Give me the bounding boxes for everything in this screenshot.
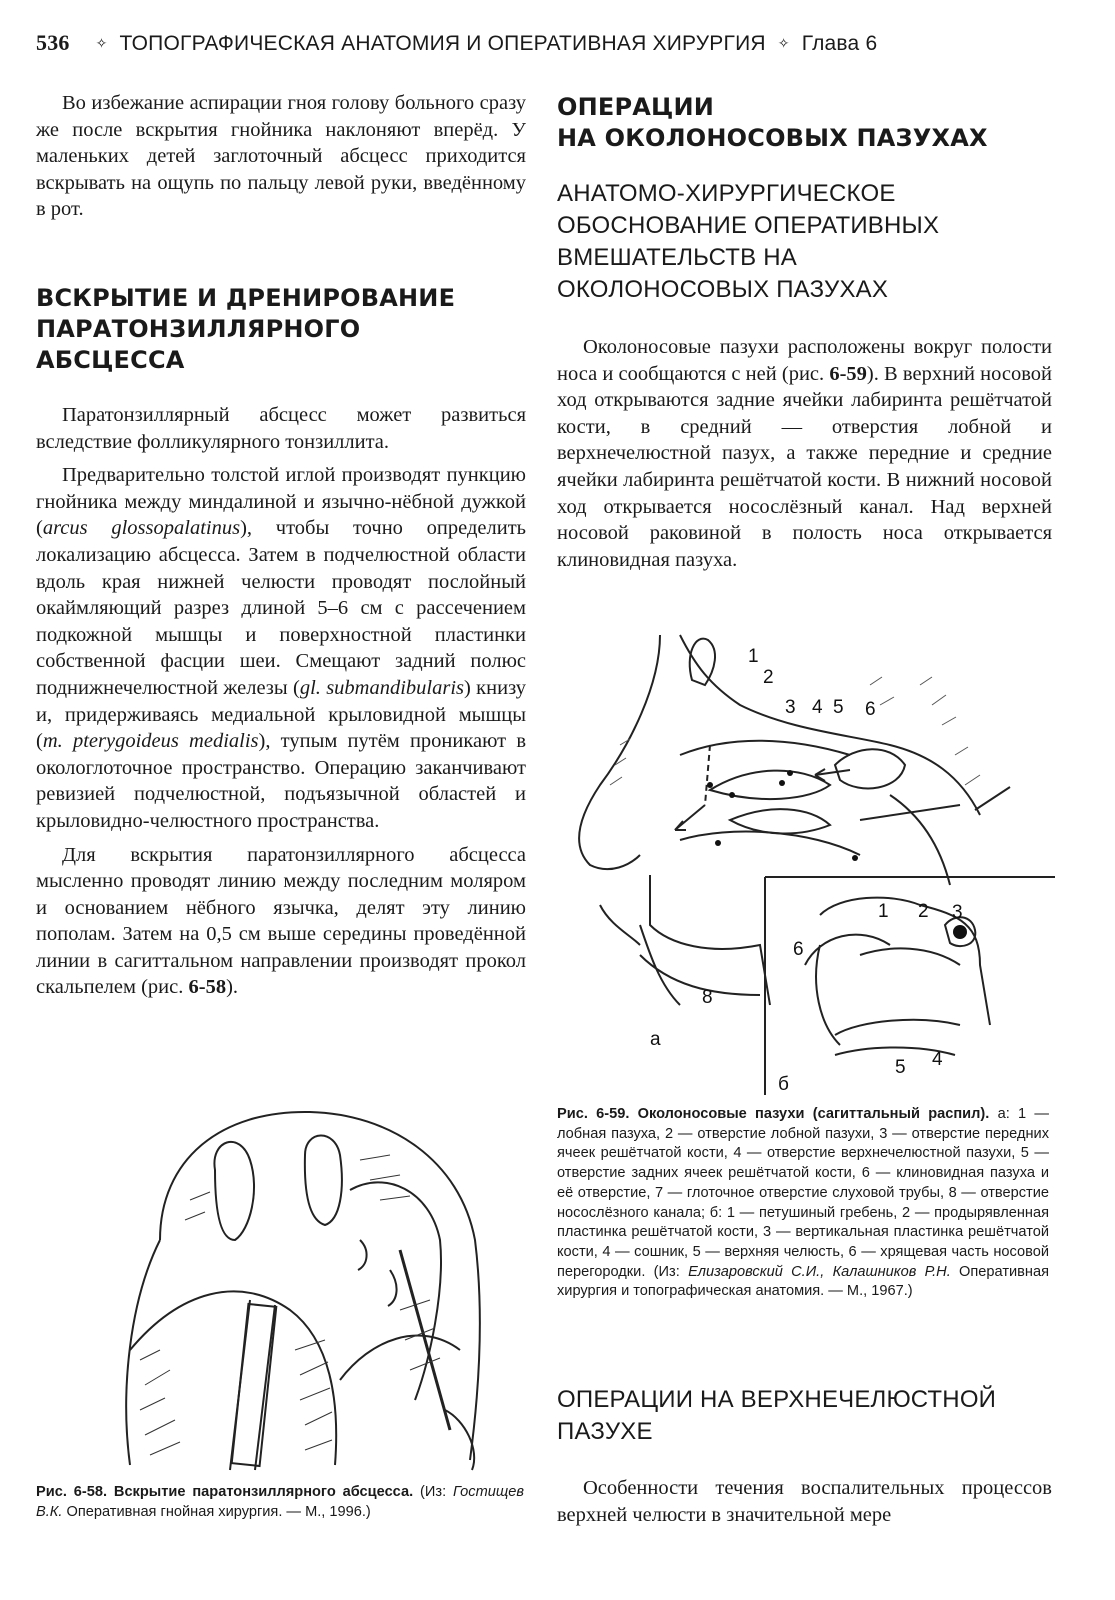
label-b-1: 1 [878, 901, 889, 922]
final-paragraph: Особенности течения воспалительных процессов верхней челюсти в значительной мере [557, 1477, 1052, 1526]
label-a-3: 3 [785, 697, 796, 718]
label-b-5: 5 [895, 1057, 906, 1078]
sub-heading: АНАТОМО-ХИРУРГИЧЕСКОЕ ОБОСНОВАНИЕ ОПЕРАТИВНЫХ ВМЕШАТЕЛЬСТВ НА ОКОЛОНОСОВЫХ ПАЗУХАХ [557, 180, 940, 303]
label-b-4: 4 [932, 1049, 943, 1070]
sinus-section-drawing [560, 625, 1060, 1095]
book-title: ТОПОГРАФИЧЕСКАЯ АНАТОМИЯ И ОПЕРАТИВНАЯ ХИРУРГИЯ [119, 32, 766, 55]
label-a-2: 2 [763, 667, 774, 688]
label-b-3: 3 [952, 902, 963, 923]
panel-label-a: а [650, 1029, 661, 1050]
label-b-2: 2 [918, 901, 929, 922]
page-number: 536 [36, 30, 70, 55]
figure-6-59-illustration [560, 625, 1060, 1095]
paragraph: Паратонзиллярный абсцесс может развиться вследствие фолликулярного тонзиллита. [36, 404, 526, 453]
label-a-8: 8 [702, 987, 713, 1008]
paragraph: Предварительно толстой иглой производят пункцию гнойника между миндалиной и язычно-нёбной дужкой (arcus glossopalatinus), чтобы точно определить локализацию абсцесса. Затем в подчелюстной области вдоль края нижней челюсти проводят послойный окаймляющий разрез длиной 5–6 см с рассечением подкожной мышцы и поверхностной пластинки собственной фасции шеи. Смещают задний полюс поднижнечелюстной железы (gl. submandibularis) книзу и, придерживаясь медиальной крыловидной мышцы (m. pterygoideus medialis), тупым путём проникают в окологлоточное пространство. Операцию заканчивают ревизией подчелюстной, подъязычной областей и крыловидно-челюстного пространства. [36, 464, 527, 832]
figure-6-58-caption: Рис. 6-58. Вскрытие паратонзиллярного абсцесса. (Из: Гостищев В.К. Оперативная гнойная хирургия. — М., 1996.) [36, 1484, 524, 1520]
label-b-6: 6 [793, 939, 804, 960]
label-a-6: 6 [865, 699, 876, 720]
label-a-4: 4 [812, 697, 823, 718]
label-a-5: 5 [833, 697, 844, 718]
running-head [36, 30, 1076, 66]
right-body-text [557, 334, 1052, 573]
throat-incision-drawing [100, 1100, 520, 1475]
main-heading: ОПЕРАЦИИ НА ОКОЛОНОСОВЫХ ПАЗУХАХ [557, 93, 988, 152]
chapter-label: Глава 6 [801, 32, 878, 55]
sub-heading-maxillary: ОПЕРАЦИИ НА ВЕРХНЕЧЕЛЮСТНОЙ ПАЗУХЕ [557, 1386, 997, 1445]
left-body-text [36, 402, 526, 1001]
label-a-1: 1 [748, 646, 759, 667]
section-heading: ВСКРЫТИЕ И ДРЕНИРОВАНИЕ ПАРАТОНЗИЛЛЯРНОГО АБСЦЕССА [36, 284, 456, 374]
paragraph: Для вскрытия паратонзиллярного абсцесса мысленно проводят линию между последним моляром и основанием нёбного язычка, делят эту линию пополам. Затем на 0,5 см выше середины проведённой линии в сагиттальном направлении производят прокол скальпелем (рис. 6-58). [36, 843, 526, 999]
separator-icon: ✧ [95, 35, 108, 51]
figure-6-58-illustration [100, 1100, 520, 1475]
separator-icon: ✧ [777, 35, 790, 51]
panel-label-b: б [778, 1074, 789, 1095]
paragraph: Околоносовые пазухи расположены вокруг полости носа и сообщаются с ней (рис. 6-59). В верхний носовой ход открываются задние ячейки лабиринта решётчатой кости, в средний — отверстия лобной и верхнечелюстной пазух, а также передние и средние ячейки лабиринта решётчатой кости. В нижний носовой ход открывается носослёзный канал. Над верхней носовой раковиной в полость носа открывается клиновидная пазуха. [557, 336, 1052, 571]
intro-paragraph: Во избежание аспирации гноя голову больного сразу же после вскрытия гнойника наклоняют вперёд. У маленьких детей заглоточный абсцесс приходится вскрывать на ощупь по пальцу левой руки, введённому в рот. [36, 92, 526, 221]
figure-6-59-caption: Рис. 6-59. Околоносовые пазухи (сагиттальный распил). а: 1 — лобная пазуха, 2 — отверстие лобной пазухи, 3 — отверстие передних ячеек решётчатой кости, 4 — отверстие верхнечелюстной пазухи, 5 — отверстие задних ячеек решётчатой кости, 6 — клиновидная пазуха и её отверстие, 7 — глоточное отверстие слуховой трубы, 8 — отверстие носослёзного канала; б: 1 — петушиный гребень, 2 — продырявленная пластинка решётчатой кости, 3 — вертикальная пластинка решётчатой кости, 4 — сошник, 5 — верхняя челюсть, 6 — хрящевая часть носовой перегородки. (Из: Елизаровский С.И., Калашников Р.Н. Оперативная хирургия и топографическая анатомия. — М., 1967.) [557, 1106, 1050, 1300]
